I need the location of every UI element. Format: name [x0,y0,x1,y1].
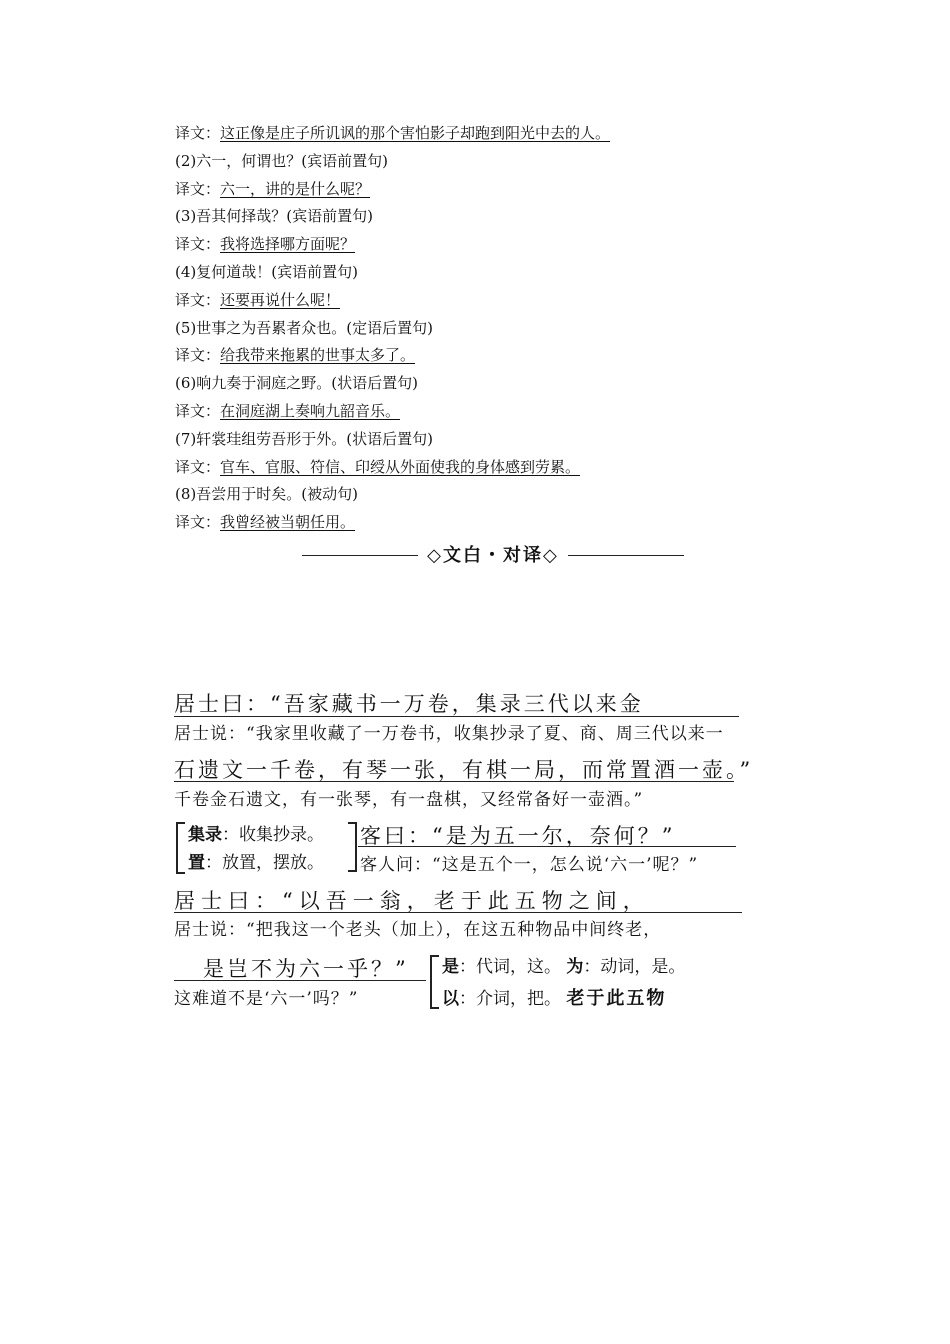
translation-line-1: 居士说：“我家里收藏了一万卷书，收集抄录了夏、商、周三代以来一 [174,724,724,744]
annotation-definition: ：放置，摆放。 [205,853,324,873]
annotation-definition: ：介词，把。 [459,989,561,1009]
annotation-definition: ：动词，是。 [583,957,686,977]
translation-text: 给我带来拖累的世事太多了。 [220,346,416,365]
list-item [175,342,795,370]
annotation-term: 集录 [188,825,222,845]
list-item [175,454,795,482]
list-item [175,287,795,315]
original-line-4: 居士曰：“以吾一翁，老于此五物之间， [174,889,650,913]
original-line-5: 是岂不为六一乎？” [203,957,409,981]
section-divider [302,543,684,569]
translation-label: 译文： [175,179,221,198]
translation-text: 在洞庭湖上奏响九韶音乐。 [220,401,401,420]
list-item [175,315,795,343]
translation-text: 六一，讲的是什么呢？ [220,179,371,198]
annotation-term: 是 [442,957,459,977]
grammar-list [175,120,795,537]
translation-label: 译文： [175,290,221,309]
annotation-shi-wei [442,952,685,977]
annotation-zhi [188,848,324,873]
list-item [175,370,795,398]
annotation-term: 以 [442,989,459,1009]
example-sentence: (4)复何道哉！(宾语前置句) [175,262,358,281]
list-item [175,203,795,231]
example-sentence: (7)轩裳珪组劳吾形于外。(状语后置句) [175,429,433,448]
list-item [175,398,795,426]
divider-line [358,846,736,847]
divider-line [174,716,739,717]
list-item [175,259,795,287]
translation-line-5: 这难道不是‘六一’吗？” [174,989,359,1009]
translation-label: 译文： [175,457,221,476]
translation-text: 我曾经被当朝任用。 [220,513,356,532]
translation-line-3: 客人问：“这是五个一，怎么说‘六一’呢？” [360,855,699,875]
translation-line-4: 居士说：“把我这一个老头（加上），在这五种物品中间终老， [174,920,662,940]
list-item [175,120,795,148]
annotation-definition: ：代词，这。 [459,957,561,977]
example-sentence: (3)吾其何择哉？(宾语前置句) [175,207,373,226]
translation-label: 译文： [175,513,221,532]
translation-text: 还要再说什么呢！ [220,290,341,309]
annotation-jilu [188,820,324,845]
translation-label: 译文： [175,346,221,365]
list-item [175,176,795,204]
original-line-1: 居士曰：“吾家藏书一万卷，集录三代以来金 [174,692,644,716]
example-sentence: (2)六一，何谓也？(宾语前置句) [175,151,388,170]
list-item [175,426,795,454]
divider-rule-left [302,555,418,556]
translation-text: 我将选择哪方面呢？ [220,235,356,254]
section-title: ◇文白・对译◇ [427,545,559,566]
list-item [175,509,795,537]
divider-line [174,781,734,782]
list-item [175,148,795,176]
divider-line [174,980,426,981]
example-sentence: (6)响九奏于洞庭之野。(状语后置句) [175,374,418,393]
translation-label: 译文： [175,401,221,420]
annotation-term: 置 [188,853,205,873]
translation-text: 这正像是庄子所讥讽的那个害怕影子却跑到阳光中去的人。 [220,124,611,142]
example-sentence: (5)世事之为吾累者众也。(定语后置句) [175,318,433,337]
annotation-yi [442,984,666,1010]
list-item [175,481,795,509]
left-bracket [176,822,185,874]
translation-line-2: 千卷金石遗文，有一张琴，有一盘棋，又经常备好一壶酒。” [174,790,644,810]
translation-text: 官车、官服、符信、印绶从外面使我的身体感到劳累。 [220,457,581,476]
divider-line [174,912,742,913]
list-item [175,231,795,259]
annotation-definition: ：收集抄录。 [222,825,324,845]
left-bracket [430,955,439,1009]
translation-label: 译文： [175,235,221,254]
original-line-2: 石遗文一千卷，有琴一张，有棋一局，而常置酒一壶。” [174,758,754,782]
example-sentence: (8)吾尝用于时矣。(被动句) [175,485,358,504]
right-bracket [348,822,357,872]
annotation-term: 为 [566,957,584,977]
original-line-3: 客曰：“是为五一尔，奈何？” [360,824,676,848]
divider-rule-right [568,555,684,556]
continued-text: 老于此五物 [566,988,667,1009]
translation-label: 译文： [175,124,221,142]
